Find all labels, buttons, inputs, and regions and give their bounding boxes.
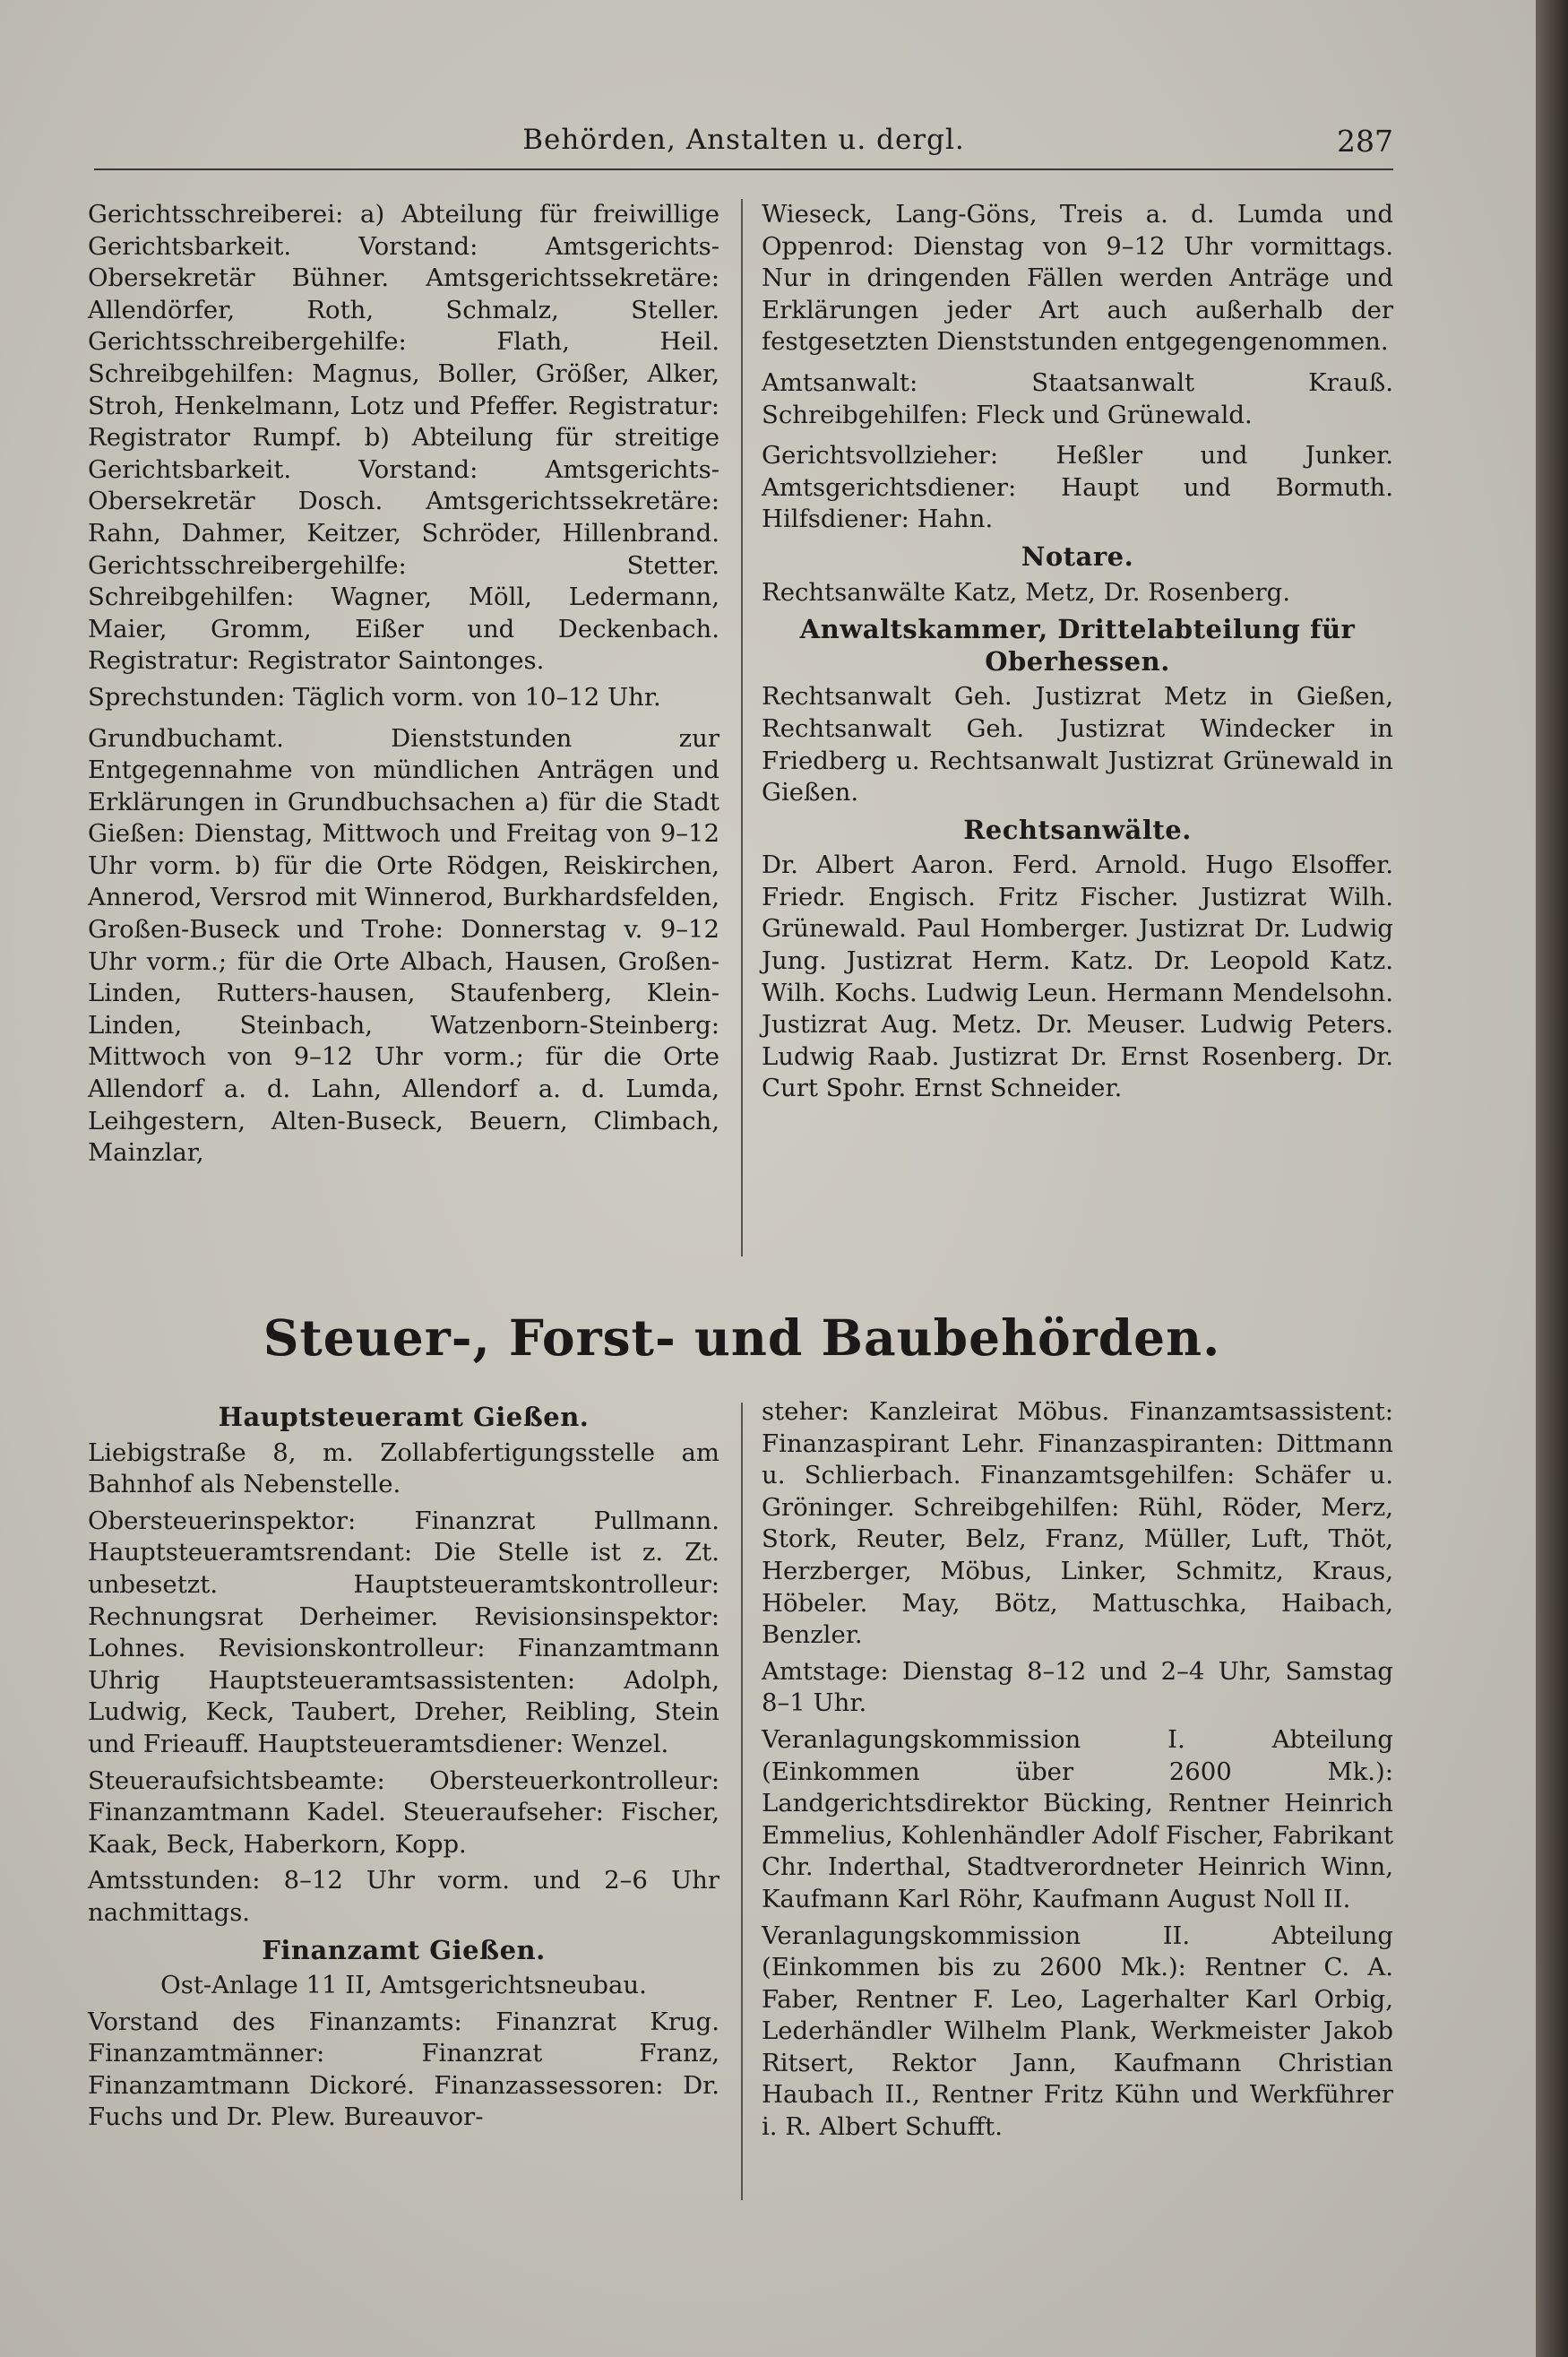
left-column-top: [88, 199, 719, 1174]
hauptsteueramt-address: Liebigstraße 8, m. Zollabfertigungsstelle am Bahnhof als Nebenstelle.: [88, 1438, 719, 1499]
amtsanwalt-paragraph: Amtsanwalt: Staatsanwalt Krauß. Schreibgehilfen: Fleck und Grünewald.: [762, 367, 1393, 429]
heading-finanzamt: Finanzamt Gießen.: [262, 1934, 546, 1965]
veranlagung-2-paragraph: Veranlagungskommission II. Abteilung (Einkommen bis zu 2600 Mk.): Rentner C. A. Faber, Rentner F. Leo, Lagerhalter Karl Orbig, Lederhändler Wilhelm Plank, Werkmeister Jakob Ritsert, Rektor Jann, Kaufmann Christian Haubach II., Rentner Fritz Kühn und Werkführer i. R. Albert Schufft.: [762, 1921, 1393, 2142]
grundbuchamt-paragraph: Grundbuchamt. Dienststunden zur Entgegennahme von mündlichen Anträgen und Erklärungen in Grundbuchsachen a) für die Stadt Gießen: Dienstag, Mittwoch und Freitag von 9–12 Uhr vorm. b) für die Orte Rödgen, Reiskirchen, Annerod, Versrod mit Winnerod, Burkhardsfelden, Großen-Buseck und Trohe: Donnerstag v. 9–12 Uhr vorm.; für die Orte Albach, Hausen, Großen-Linden, Rutters-hausen, Staufenberg, Klein-Linden, Steinbach, Watzenborn-Steinberg: Mittwoch von 9–12 Uhr vorm.; für die Orte Allendorf a. d. Lahn, Allendorf a. d. Lumda, Leihgestern, Alten-Buseck, Beuern, Climbach, Mainzlar,: [88, 723, 719, 1168]
gerichtsvollzieher-paragraph: Gerichtsvollzieher: Heßler und Junker. Amtsgerichtsdiener: Haupt und Bormuth. Hilfsdiener: Hahn.: [762, 441, 1393, 534]
heading-notare: Notare.: [1021, 540, 1134, 572]
column-divider-bottom: [741, 1403, 743, 2200]
heading-hauptsteueramt: Hauptsteueramt Gießen.: [218, 1402, 590, 1432]
anwaltskammer-paragraph: Rechtsanwalt Geh. Justizrat Metz in Gießen, Rechtsanwalt Geh. Justizrat Windecker in Friedberg u. Rechtsanwalt Justizrat Grünewald in Gießen.: [762, 682, 1393, 807]
gerichtsschreiberei-paragraph: Gerichtsschreiberei: a) Abteilung für freiwillige Gerichtsbarkeit. Vorstand: Amtsgerichts-Obersekretär Bühner. Amtsgerichtssekretäre: Allendörfer, Roth, Schmalz, Steller. Gerichtsschreibergehilfe: Flath, Heil. Schreibgehilfen: Magnus, Boller, Größer, Alker, Stroh, Henkelmann, Lotz und Pfeffer. Registratur: Registrator Rumpf. b) Abteilung für streitige Gerichtsbarkeit. Vorstand: Amtsgerichts-Obersekretär Dosch. Amtsgerichtssekretäre: Rahn, Dahmer, Keitzer, Schröder, Hillenbrand. Gerichtsschreibergehilfe: Stetter. Schreibgehilfen: Wagner, Möll, Ledermann, Maier, Gromm, Eißer und Deckenbach. Registratur: Registrator Saintonges.: [88, 200, 719, 676]
amtsstunden-paragraph: Amtsstunden: 8–12 Uhr vorm. und 2–6 Uhr nachmittags.: [88, 1866, 719, 1927]
right-column-bottom: [762, 1396, 1393, 2148]
dienststunden-continuation: Wieseck, Lang-Göns, Treis a. d. Lumda und Oppenrod: Dienstag von 9–12 Uhr vormittags. Nur in dringenden Fällen werden Anträge und Erklärungen jeder Art auch außerhalb der festgesetzten Dienststunden entgegengenommen.: [762, 200, 1393, 357]
finanzamt-vorstand-paragraph: Vorstand des Finanzamts: Finanzrat Krug. Finanzamtmänner: Finanzrat Franz, Finanzamtmann Dickoré. Finanzassessoren: Dr. Fuchs und Dr. Plew. Bureauvor-: [88, 2007, 719, 2132]
veranlagung-1-paragraph: Veranlagungskommission I. Abteilung (Einkommen über 2600 Mk.): Landgerichtsdirektor Bücking, Rentner Heinrich Emmelius, Kohlenhändler Adolf Fischer, Fabrikant Chr. Inderthal, Stadtverordneter Heinrich Winn, Kaufmann Karl Röhr, Kaufmann August Noll II.: [762, 1724, 1393, 1913]
column-divider-top: [741, 199, 743, 1256]
right-column-top: [762, 199, 1393, 1109]
page-number: 287: [1337, 124, 1393, 159]
sprechstunden-paragraph: Sprechstunden: Täglich vorm. von 10–12 Uhr.: [88, 682, 661, 712]
running-head: Behörden, Anstalten u. dergl.: [522, 124, 965, 156]
rechtsanwaelte-paragraph: Dr. Albert Aaron. Ferd. Arnold. Hugo Elsoffer. Friedr. Engisch. Fritz Fischer. Justizrat Wilh. Grünewald. Paul Homberger. Justizrat Dr. Ludwig Jung. Justizrat Herm. Katz. Dr. Leopold Katz. Wilh. Kochs. Ludwig Leun. Hermann Mendelsohn. Justizrat Aug. Metz. Dr. Meuser. Ludwig Peters. Ludwig Raab. Justizrat Dr. Ernst Rosenberg. Dr. Curt Spohr. Ernst Schneider.: [762, 850, 1393, 1103]
left-column-bottom: [88, 1396, 719, 2138]
heading-anwaltskammer: Anwaltskammer, Drittelabteilung für Oberhessen.: [799, 614, 1356, 677]
page-header: [94, 124, 1393, 170]
page-edge: [1536, 0, 1568, 2357]
obersteuerinspektor-paragraph: Obersteuerinspektor: Finanzrat Pullmann. Hauptsteueramtsrendant: Die Stelle ist z. Zt. unbesetzt. Hauptsteueramtskontrolleur: Rechnungsrat Derheimer. Revisionsinspektor: Lohnes. Revisionskontrolleur: Finanzamtmann Uhrig Hauptsteueramtsassistenten: Adolph, Ludwig, Keck, Taubert, Dreher, Reibling, Stein und Frieauff. Hauptsteueramtsdiener: Wenzel.: [88, 1506, 719, 1758]
finanzamt-staff-paragraph: steher: Kanzleirat Möbus. Finanzamtsassistent: Finanzaspirant Lehr. Finanzaspiranten: Dittmann u. Schlierbach. Finanzamtsgehilfen: Schäfer u. Gröninger. Schreibgehilfen: Rühl, Röder, Merz, Stork, Reuter, Belz, Franz, Müller, Luft, Thöt, Herzberger, Möbus, Linker, Schmitz, Kraus, Höbeler. May, Bötz, Mattuschka, Haibach, Benzler.: [762, 1397, 1393, 1650]
heading-rechtsanwaelte: Rechtsanwälte.: [963, 814, 1192, 845]
notare-paragraph: Rechtsanwälte Katz, Metz, Dr. Rosenberg.: [762, 577, 1290, 607]
steueraufsicht-paragraph: Steueraufsichtsbeamte: Obersteuerkontrolleur: Finanzamtmann Kadel. Steueraufseher: Fischer, Kaak, Beck, Haberkorn, Kopp.: [88, 1766, 719, 1859]
amtstage-paragraph: Amtstage: Dienstag 8–12 und 2–4 Uhr, Samstag 8–1 Uhr.: [762, 1656, 1393, 1718]
section-title: Steuer-, Forst- und Baubehörden.: [263, 1308, 1221, 1367]
finanzamt-address: Ost-Anlage 11 II, Amtsgerichtsneubau.: [160, 1971, 647, 2000]
